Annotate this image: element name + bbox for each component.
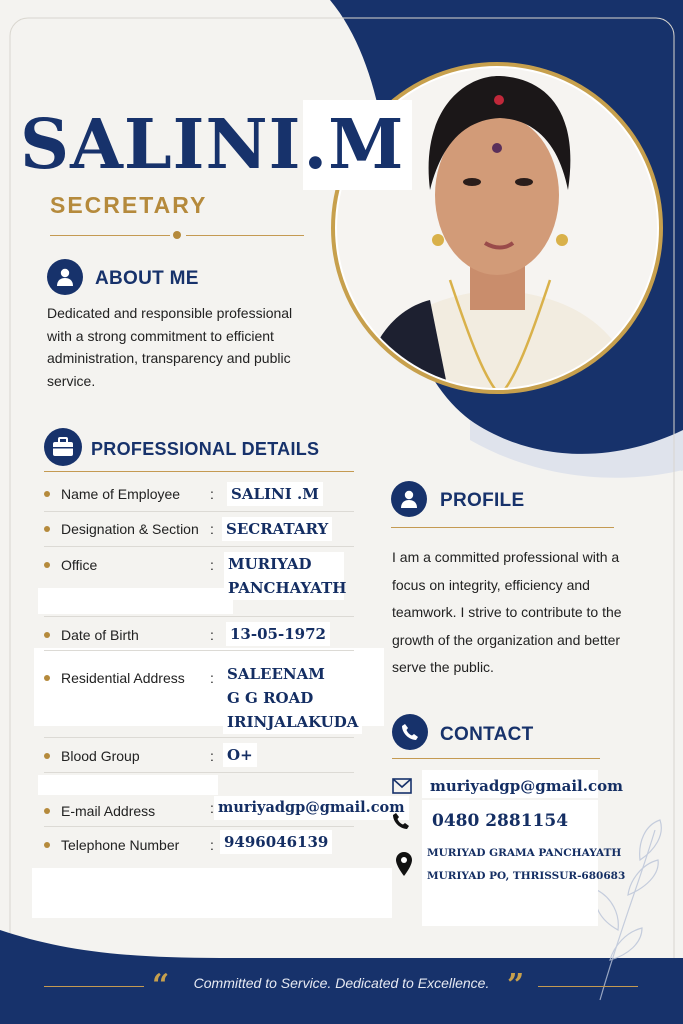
detail-value-office-1: MURIYAD [224,552,344,576]
contact-email: muriyadgp@gmail.com [430,777,623,795]
profile-text: I am a committed professional with a focus on integrity, efficiency and teamwork. I strive to contribute to the growth of the organization and better serve the public. [392,549,622,675]
contact-phone-badge [392,714,428,750]
location-pin-icon [396,852,412,881]
details-briefcase-icon [44,428,82,466]
detail-label-office: Office [44,557,97,573]
detail-label-address: Residential Address [44,670,185,686]
profile-person-icon [391,481,427,517]
detail-label-dob: Date of Birth [44,627,139,643]
detail-value-blood: O+ [223,743,257,767]
detail-value-address-3: IRINJALAKUDA [223,710,362,734]
employee-name-heading [20,100,412,190]
name-part-1: SALINI [20,105,302,185]
divider-right [186,235,304,236]
white-patch [38,588,233,614]
detail-value-address-2: G G ROAD [223,686,317,710]
detail-label-designation: Designation & Section [44,521,199,537]
contact-underline [392,758,600,759]
about-person-icon [47,259,83,295]
detail-value-office-2: PANCHAYATH [224,576,344,600]
contact-address-line2: MURIYAD PO, THRISSUR-680683 [427,870,626,882]
contact-title: CONTACT [440,724,534,745]
about-title: ABOUT ME [95,268,199,289]
divider-left [50,235,170,236]
row-divider [44,772,354,773]
detail-label-blood: Blood Group [44,748,140,764]
briefcase-icon [52,437,74,457]
detail-value-name: SALINI .M [227,482,323,506]
white-patch [38,775,218,795]
divider-dot [173,231,181,239]
row-divider [44,650,354,651]
footer-line-right [538,986,638,987]
detail-value-email: muriyadgp@gmail.com [214,796,409,820]
person-icon [399,489,419,509]
detail-value-designation: SECRATARY [222,517,332,541]
role-title: SECRETARY [50,192,208,218]
detail-value-dob: 13-05-1972 [226,622,330,646]
detail-label-email: E-mail Address [44,803,155,819]
close-quote-icon: ” [507,968,525,1003]
row-divider [44,826,354,827]
open-quote-icon: “ [152,968,170,1003]
row-divider [44,737,354,738]
profile-underline [391,527,614,528]
row-divider [44,616,354,617]
contact-address-line1: MURIYAD GRAMA PANCHAYATH [427,847,622,859]
detail-value-telephone: 9496046139 [220,830,332,854]
details-underline [44,471,354,472]
white-patch [32,868,392,918]
profile-card: SALINI.M SECRETARY ABOUT ME Dedicated and responsible professional with a strong commitment to efficient administration, transparency and public service. PROFESSIONAL DETAILS Name of Employee : SALINI .M Designation & Section : SECRATARY Office : MURIYAD PANCHAYATH Date of Birth : 13-05-1972 Residential Address : SALEENAM G G ROAD IRINJALAKUDA Blood Group : O+ E-mail Address : muriyadgp@gmail.com Telephone Number : 9496046139 PROFILE I am a committed professional with a focus on integrity, efficiency and teamwork. I strive to contribute to the growth of the organization and better serve the public. CONTACT muriyadgp@gmail.com 0480 2881154 MURIYAD GRAMA PANCHAYATH MURIYAD PO, THRISSUR-680683 “ Committed to Service. Dedicated to Excellence. ” [0,0,683,1024]
person-icon [55,267,75,287]
detail-value-address-1: SALEENAM [223,662,329,686]
name-part-2: .M [303,100,412,190]
about-text: Dedicated and responsible professional with a strong commitment to efficient administration, transparency and public service. [47,305,293,389]
profile-title: PROFILE [440,490,525,511]
footer-tagline: Committed to Service. Dedicated to Excellence. [193,975,490,991]
phone-icon [401,723,419,741]
contact-email-row [392,777,623,795]
details-title: PROFESSIONAL DETAILS [91,439,320,459]
mail-icon [392,778,412,794]
detail-label-telephone: Telephone Number [44,837,179,853]
detail-label-name: Name of Employee [44,486,180,502]
row-divider [44,511,354,512]
phone-icon [392,812,410,830]
contact-phone-row [392,811,568,831]
contact-phone: 0480 2881154 [432,811,569,831]
row-divider [44,546,354,547]
